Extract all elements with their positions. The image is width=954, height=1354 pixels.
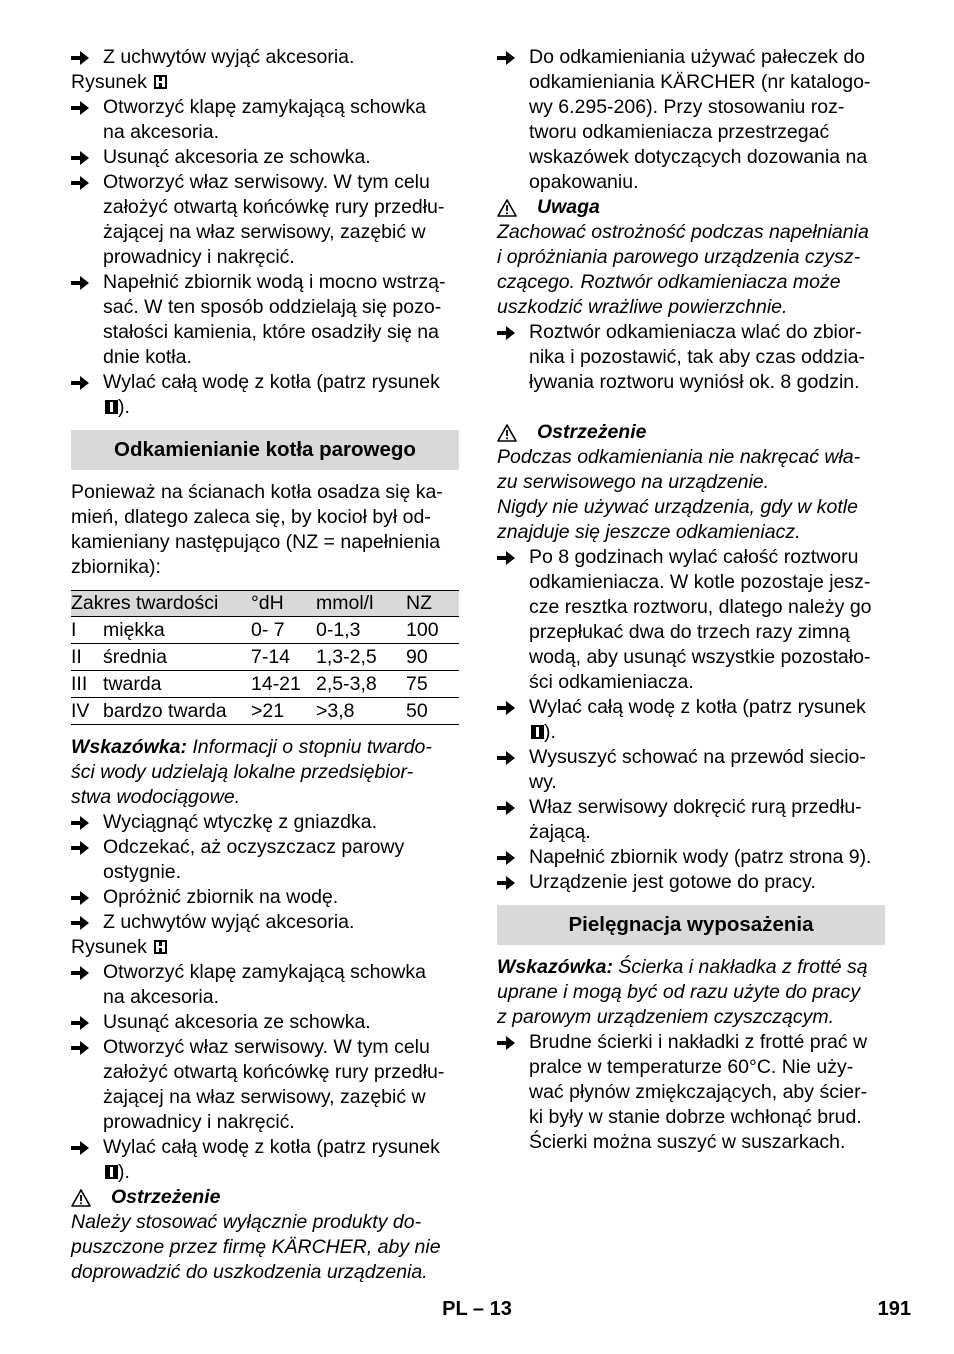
text-line: dnie kotła. [103,346,192,368]
caution-paragraph [497,220,885,320]
text-line: Podczas odkamieniania nie nakręcać wła- [497,446,861,468]
instruction-item [497,320,885,395]
text-line: Opróżnić zbiornik na wodę. [103,886,339,908]
arrow-right-icon [71,835,91,860]
table-cell: 100 [406,617,459,644]
text-line: wać płynów zmiękczających, aby ścier- [529,1081,868,1103]
text-line: żającej na właz serwisowy, zazębić w [103,221,426,243]
warning-paragraph [71,1210,459,1285]
table-cell: 50 [406,698,459,725]
text-line: Otworzyć właz serwisowy. W tym celu [103,171,430,193]
text-line: zu serwisowego na urządzenie. [497,471,770,493]
text-line: puszczone przez firmę KÄRCHER, aby nie [71,1236,441,1258]
table-cell: IV [71,698,103,725]
text-line: uszkodzić wrażliwe powierzchnie. [497,296,788,318]
note-paragraph: Wskazówka: Informacji o stopniu twardo- ści wody udzielają lokalne przedsiębior- stwa wodociągowe. [71,736,432,808]
instruction-item [497,870,885,895]
table-row [71,671,459,698]
table-cell: średnia [103,644,251,671]
instruction-item: Wylać całą wodę z kotła (patrz rysunek ). [71,1135,459,1185]
arrow-right-icon [497,1030,517,1055]
table-header: °dH [251,591,316,617]
instruction-item [71,835,459,885]
arrow-right-icon [71,95,91,120]
text-line: Urządzenie jest gotowe do pracy. [529,871,816,893]
table-cell: I [71,617,103,644]
table-header: Zakres twardości [71,591,251,617]
instruction-item [71,810,459,835]
warning-paragraph [497,445,885,545]
arrow-right-icon [71,910,91,935]
text-line: odkamieniania KÄRCHER (nr katalogo- [529,71,871,93]
text-line: Otworzyć klapę zamykającą schowka [103,961,426,983]
text-line: doprowadzić do uszkodzenia urządzenia. [71,1261,428,1283]
arrow-right-icon [497,545,517,570]
arrow-right-icon [71,145,91,170]
table-header-row [71,591,459,617]
instruction-item [71,885,459,910]
text-line: na akcesoria. [103,986,219,1008]
text-line: na akcesoria. [103,121,219,143]
text-line: ki były w stanie dobrze wchłonąć brud. [529,1106,862,1128]
warning-title: Ostrzeżenie [497,420,885,445]
figure-i-icon [531,725,544,739]
caution-title: Uwaga [497,195,885,220]
text-line: Zachować ostrożność podczas napełniania [497,221,869,243]
table-cell: 2,5-3,8 [316,671,406,698]
text-line: założyć otwartą końcówkę rury przedłu- [103,196,445,218]
arrow-right-icon [71,1010,91,1035]
figure-i-icon [105,400,118,414]
instruction-item: Wylać całą wodę z kotła (patrz rysunek ). [71,370,459,420]
text-line: prowadnicy i nakręcić. [103,1111,295,1133]
table-cell: II [71,644,103,671]
text-line: Wyciągnąć wtyczkę z gniazdka. [103,811,378,833]
text-line: prowadnicy i nakręcić. [103,246,295,268]
arrow-right-icon [71,1035,91,1060]
table-header: NZ [406,591,459,617]
arrow-right-icon [497,320,517,345]
section-heading: Odkamienianie kotła parowego [71,430,459,470]
warning-triangle-icon [71,1189,101,1207]
warning-triangle-icon [497,199,527,217]
text-line: cze resztka roztworu, dlatego należy go [529,596,872,618]
page-footer-label: PL – 13 [442,1298,512,1320]
table-header: mmol/l [316,591,406,617]
text-line: żającej na właz serwisowy, zazębić w [103,1086,426,1108]
text-line: stałości kamienia, które osadziły się na [103,321,439,343]
text-line: Po 8 godzinach wylać całość roztworu [529,546,859,568]
arrow-right-icon [497,870,517,895]
instruction-item [497,1030,885,1155]
table-cell: 7-14 [251,644,316,671]
arrow-right-icon [71,960,91,985]
section-heading: Pielęgnacja wyposażenia [497,905,885,945]
text-line: Ponieważ na ścianach kotła osadza się ka- [71,481,443,503]
table-row [71,698,459,725]
instruction-item [71,910,459,935]
text-line: Roztwór odkamieniacza wlać do zbior- [529,321,862,343]
table-cell: III [71,671,103,698]
instruction-item [497,545,885,695]
instruction-item [71,1035,459,1135]
arrow-right-icon [71,270,91,295]
text-line: znajduje się jeszcze odkamieniacz. [497,521,801,543]
instruction-item [71,960,459,1010]
text-line: żającą. [529,821,591,843]
arrow-right-icon [71,810,91,835]
text-line: zbiornika): [71,556,161,578]
table-cell: twarda [103,671,251,698]
instruction-item [71,270,459,370]
arrow-right-icon [71,885,91,910]
intro-paragraph [71,480,459,580]
text-line: ści odkamieniacza. [529,671,694,693]
text-line: ostygnie. [103,861,182,883]
table-cell: 0- 7 [251,617,316,644]
text-line: Napełnić zbiornik wody (patrz strona 9). [529,846,872,868]
text-line: wy. [529,771,557,793]
arrow-right-icon [71,45,91,70]
text-line: Ścierki można suszyć w suszarkach. [529,1131,846,1153]
table-cell: 14-21 [251,671,316,698]
arrow-right-icon [71,1135,91,1160]
text-line: ływania roztworu wyniósł ok. 8 godzin. [529,371,860,393]
arrow-right-icon [71,170,91,195]
figure-i-icon [105,1165,118,1179]
text-line: Z uchwytów wyjąć akcesoria. [103,46,355,68]
text-line: Usunąć akcesoria ze schowka. [103,1011,371,1033]
text-line: Otworzyć właz serwisowy. W tym celu [103,1036,430,1058]
instruction-item [71,145,459,170]
table-cell: 0-1,3 [316,617,406,644]
right-column [497,45,885,1155]
text-line: mień, dlatego zaleca się, by kocioł był od- [71,506,431,528]
text-line: Napełnić zbiornik wodą i mocno wstrzą- [103,271,446,293]
instruction-item: Wylać całą wodę z kotła (patrz rysunek ). [497,695,885,745]
table-cell: bardzo twarda [103,698,251,725]
text-line: tworu odkamieniacza przestrzegać [529,121,830,143]
text-line: Należy stosować wyłącznie produkty do- [71,1211,422,1233]
text-line: Usunąć akcesoria ze schowka. [103,146,371,168]
arrow-right-icon [497,795,517,820]
instruction-item [71,170,459,270]
hardness-table [71,590,459,725]
figure-reference: Rysunek [71,935,459,960]
instruction-item [71,95,459,145]
arrow-right-icon [71,370,91,395]
note-paragraph: Wskazówka: Ścierka i nakładka z frotté są uprane i mogą być od razu użyte do pracy z parowym urządzeniem czyszczącym. [497,956,868,1028]
table-row [71,617,459,644]
text-line: wy 6.295-206). Przy stosowaniu roz- [529,96,845,118]
text-line: wskazówek dotyczących dozowania na [529,146,868,168]
table-cell: 90 [406,644,459,671]
arrow-right-icon [497,745,517,770]
figure-reference: Rysunek [71,70,459,95]
text-line: Do odkamieniania używać pałeczek do [529,46,866,68]
table-cell: >3,8 [316,698,406,725]
text-line: pralce w temperaturze 60°C. Nie uży- [529,1056,854,1078]
text-line: Otworzyć klapę zamykającą schowka [103,96,426,118]
text-line: przepłukać dwa do trzech razy zimną [529,621,850,643]
table-cell: miękka [103,617,251,644]
text-line: kamieniany następująco (NZ = napełnienia [71,531,441,553]
text-line: sać. W ten sposób oddzielają się pozo- [103,296,442,318]
instruction-item [497,795,885,845]
left-column [71,45,459,1285]
table-cell: 1,3-2,5 [316,644,406,671]
table-cell: >21 [251,698,316,725]
arrow-right-icon [497,45,517,70]
text-line: Wysuszyć schować na przewód sieciо- [529,746,866,768]
warning-title: Ostrzeżenie [71,1185,459,1210]
text-line: Brudne ścierki i nakładki z frotté prać w [529,1031,868,1053]
text-line: Nigdy nie używać urządzenia, gdy w kotle [497,496,858,518]
text-line: nika i pozostawić, tak aby czas oddzia- [529,346,865,368]
figure-h-icon [154,75,167,89]
text-line: czącego. Roztwór odkamieniacza może [497,271,841,293]
instruction-item [71,1010,459,1035]
figure-h-icon [154,940,167,954]
text-line: Z uchwytów wyjąć akcesoria. [103,911,355,933]
text-line: Właz serwisowy dokręcić rurą przedłu- [529,796,862,818]
instruction-item [497,745,885,795]
text-line: i opróżniania parowego urządzenia czysz- [497,246,861,268]
instruction-item [71,45,459,70]
table-cell: 75 [406,671,459,698]
text-line: wodą, aby usunąć wszystkie pozostało- [529,646,871,668]
instruction-item [497,45,885,195]
arrow-right-icon [497,845,517,870]
text-line: odkamieniacza. W kotle pozostaje jesz- [529,571,871,593]
text-line: Odczekać, aż oczyszczacz parowy [103,836,405,858]
page-number: 191 [877,1298,911,1320]
text-line: założyć otwartą końcówkę rury przedłu- [103,1061,445,1083]
table-row [71,644,459,671]
warning-triangle-icon [497,424,527,442]
arrow-right-icon [497,695,517,720]
instruction-item [497,845,885,870]
text-line: opakowaniu. [529,171,639,193]
